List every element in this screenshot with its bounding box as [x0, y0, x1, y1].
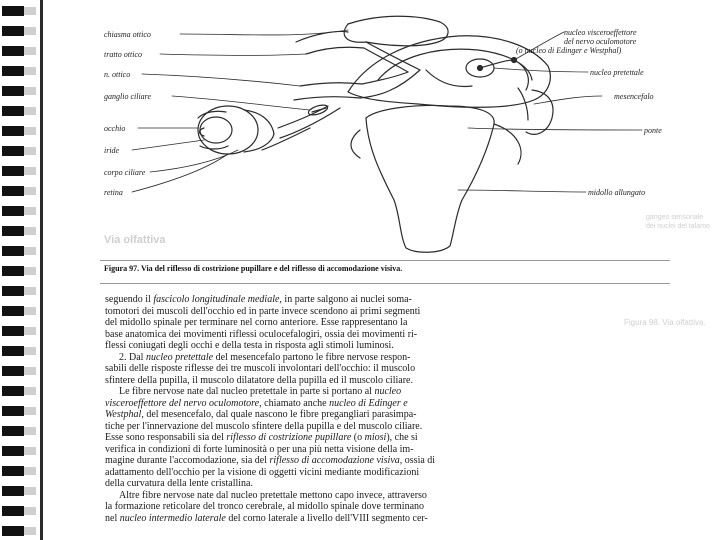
binding-ring [2, 426, 36, 436]
binding-ring [2, 406, 36, 416]
optic-chiasma [348, 16, 448, 46]
binding-ring [2, 266, 36, 276]
label-optic-chiasm: chiasma ottico [104, 30, 151, 39]
ghost-caption: Figura 98. Via olfattiva. [624, 318, 706, 327]
medulla-outline [366, 118, 494, 252]
binding-ring [2, 526, 36, 536]
text-line: della curvatura della lente cristallina. [105, 478, 253, 489]
label-retina: retina [104, 188, 123, 197]
binding-ring [2, 306, 36, 316]
label-visceroeffector-nucleus: nucleo visceroeffettore [564, 28, 637, 37]
text-line: flessi coniugati degli occhi e della testa in risposta agli stimoli luminosi. [105, 340, 394, 351]
text-line: la formazione reticolare del tronco cerebrale, al midollo spinale dove terminano [105, 501, 425, 512]
label-pons: ponte [644, 126, 662, 135]
binding-ring [2, 66, 36, 76]
label-pretectal-nucleus: nucleo pretettale [590, 68, 644, 77]
text-line: sfintere della pupilla, il muscolo dilatatore della pupilla ed il muscolo ciliare. [105, 374, 413, 386]
text-line: magine durante l'accomodazione, sia del riflesso di accomodazione visiva, ossia di [105, 455, 436, 466]
figure-caption: Figura 97. Via del riflesso di costrizione pupillare e del riflesso di accomodazione visiva. [104, 264, 403, 273]
ghost-label: dei nuclei del talamo [646, 223, 710, 230]
label-iris: iride [104, 146, 120, 155]
binding-ring [2, 146, 36, 156]
ghost-label: gangeo sensoriale [646, 214, 704, 221]
label-medulla: midollo allungato [588, 188, 646, 197]
binding-ring [2, 286, 36, 296]
text-line: seguendo il fascicolo longitudinale mediale, in parte salgono ai nuclei soma- [105, 294, 412, 305]
label-optic-nerve: n. ottico [104, 70, 131, 79]
spiral-binding [0, 0, 48, 540]
binding-ring [2, 246, 36, 256]
text-line: Le fibre nervose nate dal nucleo pretettale in parte si portano al nucleo [119, 386, 402, 397]
binding-ring [2, 26, 36, 36]
caption-rule-top [100, 260, 670, 261]
text-line: Westphal, del mesencefalo, dal quale nascono le fibre pregangliari parasimpa- [105, 409, 417, 420]
binding-ring [2, 386, 36, 396]
binding-ring [2, 466, 36, 476]
text-line: tomotori dei muscoli dell'occhio ed in parte invece scendono ai primi segmenti [105, 305, 421, 317]
binding-ring [2, 226, 36, 236]
binding-ring [2, 6, 36, 16]
text-line: Esse sono responsabili sia del riflesso di costrizione pupillare (o miosi), che si [105, 432, 418, 443]
binding-ring [2, 486, 36, 496]
binding-ring [2, 346, 36, 356]
text-line: visceroeffettore del nervo oculomotore, chiamato anche nucleo di Edinger e [105, 397, 408, 409]
text-line: base anatomica dei movimenti riflessi oculocefalogiri, ossia dei movimenti ri- [105, 328, 418, 340]
binding-ring [2, 166, 36, 176]
label-optic-tract: tratto ottico [104, 50, 142, 59]
binding-ring [2, 326, 36, 336]
label-edinger-westphal: (o nucleo di Edinger e Westphal) [516, 46, 622, 55]
label-ciliary-body: corpo ciliare [104, 168, 146, 177]
text-line: Altre fibre nervose nate dal nucleo pretettale mettono capo invece, attraverso [119, 489, 427, 501]
binding-ring [2, 186, 36, 196]
binding-ring [2, 446, 36, 456]
text-line: tiche per l'innervazione del muscolo sfintere della pupilla e del muscolo ciliare. [105, 420, 423, 432]
binding-ring [2, 106, 36, 116]
binding-spine [40, 0, 43, 540]
ghost-heading: Via olfattiva [104, 234, 166, 246]
binding-ring [2, 506, 36, 516]
text-line: nel nucleo intermedio laterale del corno laterale a livello dell'VIII segmento cer- [105, 512, 428, 524]
book-page [48, 0, 720, 540]
label-oculomotor-nerve: del nervo oculomotore [564, 37, 637, 46]
label-eye: occhio [104, 124, 126, 133]
binding-ring [2, 86, 36, 96]
label-ciliary-ganglion: ganglio ciliare [104, 92, 152, 101]
text-line: del midollo spinale per terminare nel corno anteriore. Esse rappresentano la [105, 317, 408, 328]
binding-ring [2, 206, 36, 216]
caption-rule-bottom [100, 283, 670, 284]
text-line: verifica in condizioni di forte luminosità o per una più netta visione della im- [105, 443, 414, 455]
text-line: 2. Dal nucleo pretettale del mesencefalo partono le fibre nervose respon- [119, 351, 411, 363]
binding-ring [2, 46, 36, 56]
label-mesencephalon: mesencefalo [614, 92, 654, 101]
body-text [105, 294, 629, 524]
text-line: adattamento dell'occhio per la visione di oggetti vicini mediante modificazioni [105, 466, 420, 478]
binding-ring [2, 366, 36, 376]
binding-ring [2, 126, 36, 136]
text-line: sabili delle risposte riflesse dei tre muscoli involontari dell'occhio: il muscolo [105, 363, 416, 374]
